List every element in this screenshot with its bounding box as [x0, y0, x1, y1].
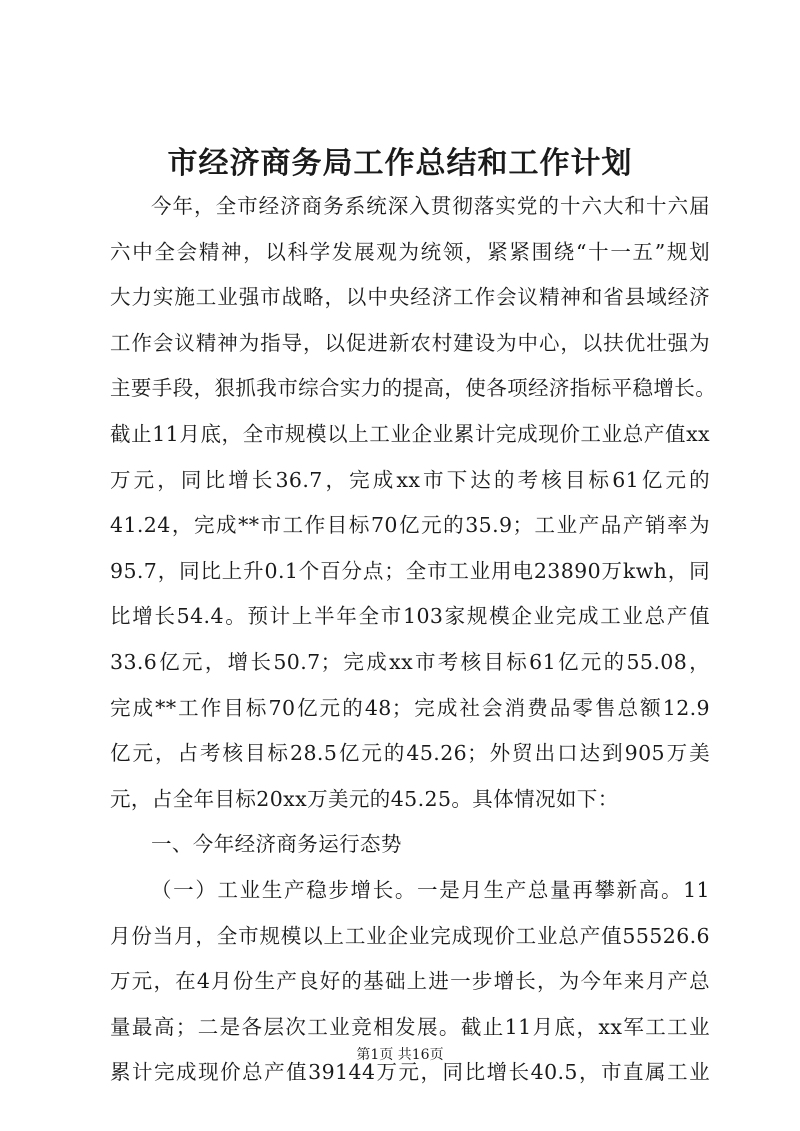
paragraph-line: （一）工业生产稳步增长。一是月生产总量再攀新高。11 [151, 877, 710, 902]
paragraph-line: 截止11月底，全市规模以上工业企业累计完成现价工业总产值xx [110, 421, 710, 446]
paragraph-line: 万元，同比增长36.7，完成xx市下达的考核目标61亿元的 [110, 467, 710, 492]
paragraph-line: 六中全会精神，以科学发展观为统领，紧紧围绕“十一五”规划 [110, 239, 710, 264]
paragraph-line: 33.6亿元，增长50.7；完成xx市考核目标61亿元的55.08， [110, 649, 710, 674]
paragraph-line: 累计完成现价总产值39144万元，同比增长40.5，市直属工业 [110, 1060, 710, 1085]
paragraph-line: 工作会议精神为指导，以促进新农村建设为中心，以扶优壮强为 [110, 330, 710, 355]
paragraph-line: 今年，全市经济商务系统深入贯彻落实党的十六大和十六届 [151, 194, 710, 218]
paragraph-line: 95.7，同比上升0.1个百分点；全市工业用电23890万kwh，同 [110, 558, 710, 583]
paragraph-line: 比增长54.4。预计上半年全市103家规模企业完成工业总产值 [110, 604, 710, 629]
paragraph-line: 月份当月，全市规模以上工业企业完成现价工业总产值55526.6 [110, 923, 710, 948]
paragraph-line: 量最高；二是各层次工业竞相发展。截止11月底，xx军工工业 [110, 1014, 710, 1039]
paragraph-line: 元，占全年目标20xx万美元的45.25。具体情况如下： [110, 786, 619, 811]
paragraph-line: 万元，在4月份生产良好的基础上进一步增长，为今年来月产总 [110, 969, 710, 994]
paragraph-line: 完成**工作目标70亿元的48；完成社会消费品零售总额12.9 [110, 695, 710, 720]
paragraph-line: 41.24，完成**市工作目标70亿元的35.9；工业产品产销率为 [110, 513, 710, 538]
paragraph-line: 亿元，占考核目标28.5亿元的45.26；外贸出口达到905万美 [110, 741, 710, 766]
section-heading: 一、今年经济商务运行态势 [151, 832, 402, 857]
paragraph-line: 主要手段，狠抓我市综合实力的提高，使各项经济指标平稳增长。 [110, 376, 717, 401]
page-number: 第1页 共16页 [356, 1047, 444, 1063]
document-body [110, 184, 717, 1096]
paragraph-line: 大力实施工业强市战略，以中央经济工作会议精神和省县域经济 [110, 285, 710, 310]
document-title: 市经济商务局工作总结和工作计划 [167, 146, 633, 181]
